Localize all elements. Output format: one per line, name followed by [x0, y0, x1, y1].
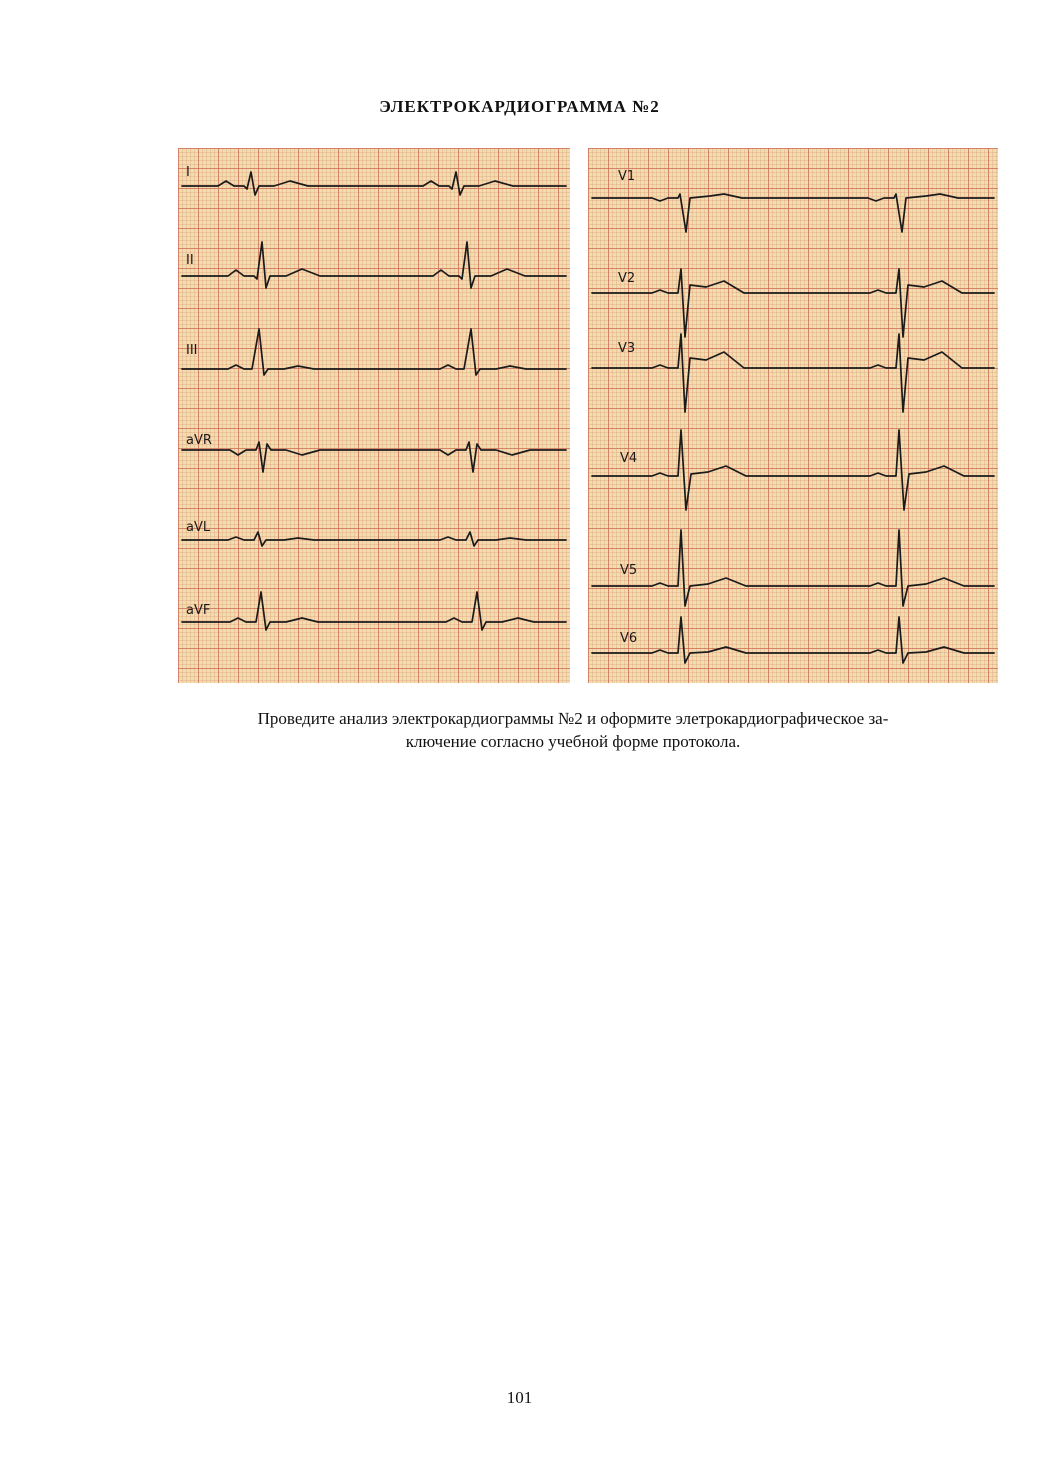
instruction-text [178, 708, 968, 754]
ecg-trace-lead-i [182, 172, 566, 195]
lead-label-i: I [186, 165, 190, 180]
ecg-limb-leads-traces [178, 148, 570, 683]
lead-label-v3: V3 [618, 341, 636, 356]
ecg-trace-lead-avf [182, 592, 566, 630]
ecg-trace-lead-avr [182, 442, 566, 472]
ecg-trace-lead-v2 [592, 269, 994, 337]
ecg-trace-lead-iii [182, 329, 566, 375]
ecg-chest-leads-panel [588, 148, 998, 683]
lead-label-v1: V1 [618, 169, 636, 184]
lead-label-ii: II [186, 253, 194, 268]
lead-label-avr: aVR [186, 433, 212, 448]
lead-label-avl: aVL [186, 520, 211, 535]
lead-label-avf: aVF [186, 603, 211, 618]
page-number: 101 [506, 1388, 533, 1407]
lead-label-v6: V6 [620, 631, 638, 646]
lead-label-iii: III [186, 343, 198, 358]
instruction-line-1: Проведите анализ электрокардиограммы №2 и оформите элетрокардиографическое за- [257, 709, 889, 728]
instruction-line-2: ключение согласно учебной форме протокола. [405, 731, 741, 751]
ecg-trace-lead-ii [182, 242, 566, 288]
ecg-trace-lead-v1 [592, 194, 994, 232]
lead-label-v2: V2 [618, 271, 636, 286]
lead-label-v5: V5 [620, 563, 638, 578]
page-title: ЭЛЕКТРОКАРДИОГРАММА №2 [379, 97, 660, 116]
ecg-trace-lead-avl [182, 532, 566, 546]
ecg-trace-lead-v6 [592, 617, 994, 663]
ecg-chest-leads-traces [588, 148, 998, 683]
lead-label-v4: V4 [620, 451, 638, 466]
ecg-trace-lead-v5 [592, 530, 994, 606]
ecg-trace-lead-v3 [592, 334, 994, 412]
ecg-limb-leads-panel [178, 148, 570, 683]
ecg-trace-lead-v4 [592, 430, 994, 510]
